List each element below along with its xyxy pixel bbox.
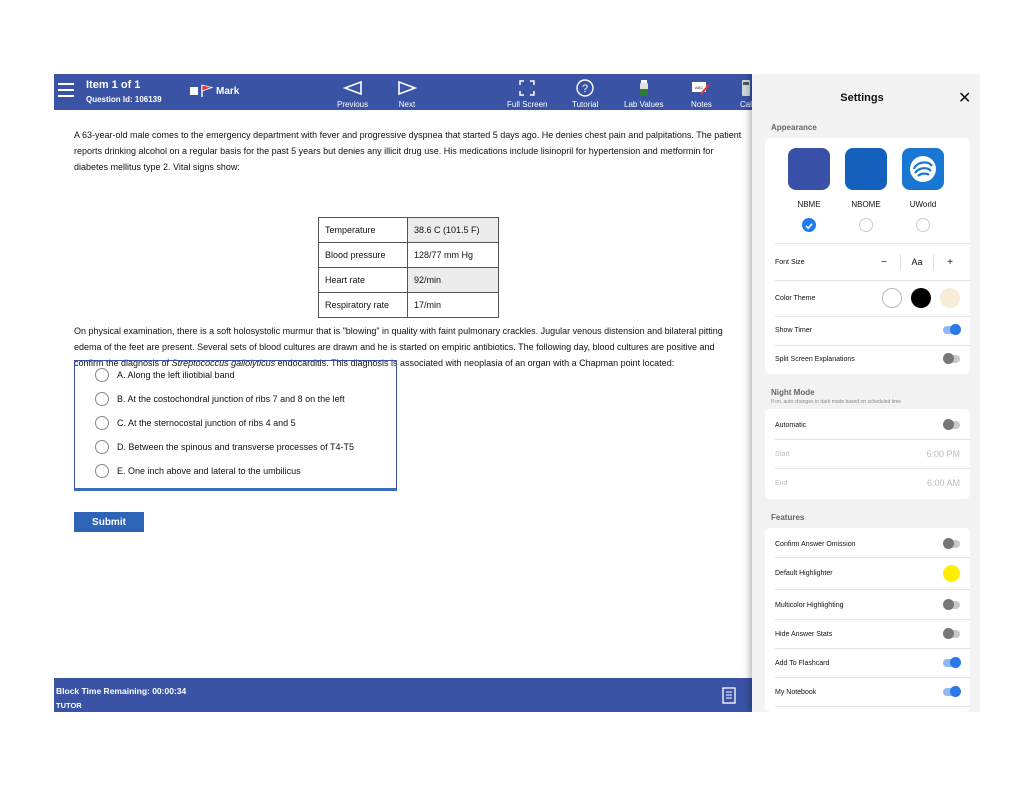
block-timer: Block Time Remaining: 00:00:34 <box>56 686 187 696</box>
divider <box>933 254 934 270</box>
vital-value: 128/77 mm Hg <box>408 243 499 268</box>
answer-text: C. At the sternocostal junction of ribs 4 and 5 <box>117 418 296 428</box>
answer-option-c[interactable] <box>95 416 296 430</box>
start-time-row <box>775 446 960 462</box>
divider <box>775 316 970 317</box>
full-screen-button[interactable] <box>507 77 547 109</box>
automatic-row <box>775 417 960 433</box>
notes-icon <box>691 80 711 96</box>
split-screen-row <box>775 351 960 367</box>
answer-text: D. Between the spinous and transverse processes of T4-T5 <box>117 442 354 452</box>
divider <box>775 589 970 590</box>
svg-text:ABC: ABC <box>695 85 704 90</box>
previous-button[interactable] <box>337 77 368 109</box>
answer-text: A. Along the left iliotibial band <box>117 370 235 380</box>
vital-label: Temperature <box>319 218 408 243</box>
vital-value: 38.6 C (101.5 F) <box>408 218 499 243</box>
answer-option-a[interactable] <box>95 368 235 382</box>
color-theme-row <box>775 288 960 308</box>
vital-label: Heart rate <box>319 268 408 293</box>
exam-app <box>54 74 980 712</box>
answer-radio[interactable] <box>95 392 109 406</box>
highlighter-color-swatch[interactable] <box>943 565 960 582</box>
vital-label: Respiratory rate <box>319 293 408 318</box>
end-time-row <box>775 475 960 491</box>
vitals-table <box>318 217 499 318</box>
flashcard-row <box>775 655 960 671</box>
font-decrease-button[interactable]: − <box>881 256 887 268</box>
divider <box>775 706 970 707</box>
calculator-icon <box>741 79 751 97</box>
color-theme-label: Color Theme <box>775 294 816 302</box>
automatic-label: Automatic <box>775 421 807 429</box>
feature-label: Hide Answer Stats <box>775 630 833 638</box>
menu-icon[interactable] <box>58 83 74 97</box>
theme-nbme-radio[interactable] <box>802 218 816 232</box>
answer-radio[interactable] <box>95 416 109 430</box>
font-size-row <box>775 252 960 272</box>
flag-icon <box>201 84 213 98</box>
feature-label: Add To Flashcard <box>775 659 830 667</box>
features-heading: Features <box>771 513 805 522</box>
features-card <box>765 528 970 712</box>
feature-label: My Notebook <box>775 688 817 696</box>
answer-option-e[interactable] <box>95 464 301 478</box>
exam-text-2: endocarditis. This diagnosis is associated with neoplasia of an organ with a Chapman point located: <box>275 358 675 368</box>
show-timer-row <box>775 322 960 338</box>
theme-uworld-radio[interactable] <box>916 218 930 232</box>
exam-mode: TUTOR <box>56 701 82 710</box>
theme-nbome-radio[interactable] <box>859 218 873 232</box>
organism-name: Streptococcus gallolyticus <box>171 358 276 368</box>
split-screen-toggle[interactable] <box>943 355 960 363</box>
divider <box>775 280 970 281</box>
vital-value: 92/min <box>408 268 499 293</box>
automatic-toggle[interactable] <box>943 421 960 429</box>
font-increase-button[interactable]: + <box>947 256 953 268</box>
hide-stats-toggle[interactable] <box>943 630 960 638</box>
flashcard-toggle[interactable] <box>943 659 960 667</box>
theme-nbme-swatch[interactable] <box>788 148 830 190</box>
notebook-row <box>775 684 960 700</box>
appearance-heading: Appearance <box>771 123 817 132</box>
color-theme-black[interactable] <box>911 288 931 308</box>
exam-text-1: On physical examination, there is a soft holosystolic murmur that is "blowing" in quality with faint pulmonary crackles. Jugular venous distension and bilateral pitting edema of the feet are present. Several sets of blood cultures are drawn and he is started on empiric antibiotics. The following day, blood cultures are positive and confirm the diagnosis of <box>74 326 723 368</box>
bottom-status-bar <box>54 678 754 712</box>
svg-text:?: ? <box>582 83 589 95</box>
color-theme-white[interactable] <box>882 288 902 308</box>
divider <box>775 677 970 678</box>
table-row <box>319 218 499 243</box>
multicolor-toggle[interactable] <box>943 601 960 609</box>
split-screen-label: Split Screen Explanations <box>775 355 855 363</box>
arrow-left-icon <box>343 81 363 95</box>
tutorial-label: Tutorial <box>572 100 599 109</box>
notes-button[interactable] <box>691 77 712 109</box>
vital-label: Blood pressure <box>319 243 408 268</box>
settings-panel <box>752 74 980 712</box>
vital-value: 17/min <box>408 293 499 318</box>
night-mode-heading: Night Mode <box>771 388 815 397</box>
answer-radio[interactable] <box>95 440 109 454</box>
check-icon <box>803 220 815 232</box>
question-stem: A 63-year-old male comes to the emergency department with fever and progressive dyspnea that started 5 days ago. He denies chest pain and palpitations. The patient reports drinking alcohol on a regular basis for the past 5 years but denies any illicit drug use. His medications include lisinopril for hypertension and metformin for diabetes mellitus type 2. Vital signs show: <box>74 130 742 172</box>
notebook-toggle[interactable] <box>943 688 960 696</box>
divider <box>775 345 970 346</box>
tutorial-button[interactable] <box>572 77 598 109</box>
mark-label: Mark <box>216 85 240 97</box>
answer-radio[interactable] <box>95 464 109 478</box>
item-counter: Item 1 of 1 <box>86 79 141 91</box>
show-timer-toggle[interactable] <box>943 326 960 334</box>
full-screen-label: Full Screen <box>507 100 548 109</box>
divider <box>775 619 970 620</box>
font-size-controls <box>874 254 960 270</box>
feature-label: Confirm Answer Omission <box>775 540 856 548</box>
uworld-logo-icon <box>908 154 938 184</box>
flask-icon <box>638 79 650 97</box>
color-theme-sepia[interactable] <box>940 288 960 308</box>
end-label: End <box>775 479 788 487</box>
divider <box>900 254 901 270</box>
theme-nbme-name: NBME <box>797 200 821 209</box>
next-button[interactable] <box>397 77 417 109</box>
question-content <box>54 110 754 678</box>
mark-button[interactable] <box>190 84 239 98</box>
divider <box>775 439 970 440</box>
divider <box>775 468 970 469</box>
theme-uworld-swatch[interactable] <box>902 148 944 190</box>
next-label: Next <box>398 100 416 109</box>
font-size-preview: Aa <box>911 257 923 267</box>
submit-button[interactable]: Submit <box>74 512 144 532</box>
start-label: Start <box>775 450 790 458</box>
font-size-label: Font Size <box>775 258 805 266</box>
confirm-omission-toggle[interactable] <box>943 540 960 548</box>
appearance-card <box>765 138 970 374</box>
notebook-icon[interactable] <box>722 687 736 704</box>
default-highlighter-row <box>775 564 960 582</box>
answer-radio[interactable] <box>95 368 109 382</box>
lab-values-button[interactable] <box>624 77 663 109</box>
question-id: Question Id: 106139 <box>86 95 162 104</box>
night-mode-note: If on, auto changes to dark mode based on scheduled time <box>771 399 902 405</box>
divider <box>775 243 970 244</box>
full-screen-icon <box>519 80 535 96</box>
help-icon <box>576 79 594 97</box>
answer-choices <box>74 360 397 491</box>
top-toolbar <box>54 74 754 110</box>
hide-stats-row <box>775 626 960 642</box>
confirm-omission-row <box>775 536 960 552</box>
theme-nbome-swatch[interactable] <box>845 148 887 190</box>
lab-values-label: Lab Values <box>624 100 664 109</box>
feature-label: Default Highlighter <box>775 569 833 577</box>
multicolor-row <box>775 597 960 613</box>
notes-label: Notes <box>691 100 712 109</box>
answer-option-d[interactable] <box>95 440 354 454</box>
settings-title: Settings <box>840 92 884 104</box>
answer-option-b[interactable] <box>95 392 345 406</box>
answer-text: B. At the costochondral junction of ribs 7 and 8 on the left <box>117 394 345 404</box>
divider <box>775 648 970 649</box>
theme-uworld-name: UWorld <box>909 200 937 209</box>
table-row <box>319 243 499 268</box>
feature-label: Multicolor Highlighting <box>775 601 844 609</box>
calculator-button[interactable] <box>740 77 752 109</box>
show-timer-label: Show Timer <box>775 326 812 334</box>
arrow-right-icon <box>397 81 417 95</box>
theme-nbome-name: NBOME <box>851 200 881 209</box>
night-mode-card <box>765 409 970 499</box>
divider <box>775 557 970 558</box>
previous-label: Previous <box>337 100 369 109</box>
answer-text: E. One inch above and lateral to the umbilicus <box>117 466 301 476</box>
table-row <box>319 268 499 293</box>
end-time-value[interactable]: 6:00 AM <box>926 478 960 488</box>
start-time-value[interactable]: 6:00 PM <box>926 449 960 459</box>
color-theme-options <box>873 288 960 308</box>
close-icon[interactable]: ✕ <box>958 90 972 107</box>
mark-checkbox[interactable] <box>190 87 198 95</box>
table-row <box>319 293 499 318</box>
calculator-label: Cal <box>740 100 753 109</box>
